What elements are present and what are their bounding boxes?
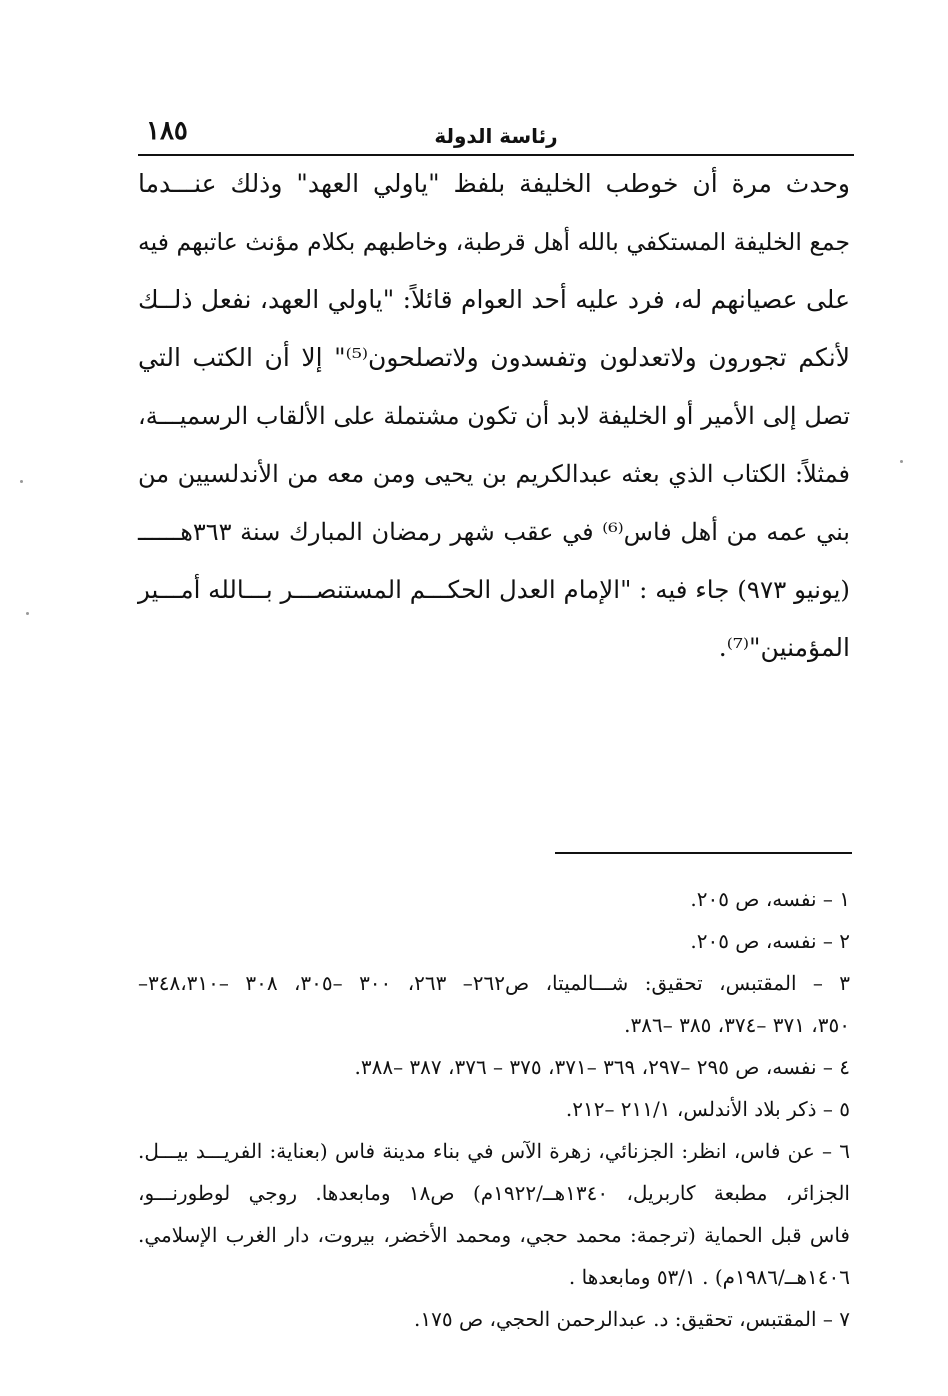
body-paragraph <box>138 155 850 677</box>
running-title: رئاسة الدولة <box>434 124 558 148</box>
footnote-6-continued: الجزائر، مطبعة كاربريل، ١٣٤٠هــ/١٩٢٢م) ص١٨ ومابعدها. روجي لوطورنـــو، <box>138 1181 850 1205</box>
body-line: تصل إلى الأمير أو الخليفة لابد أن تكون مشتملة على الألقاب الرسميـــة، <box>138 402 850 430</box>
footnote-3: ٣ – المقتبس، تحقيق: شـــالميتا، ص٢٦٢– ٢٦٣، ٣٠٠ –٣٠٥، ٣٠٨ –٣٤٨،٣١٠– <box>138 971 851 995</box>
scan-speck <box>20 480 23 483</box>
footnote-4: ٤ – نفسه، ص ٢٩٥ –٢٩٧، ٣٦٩ –٣٧١، ٣٧٥ – ٣٧٦، ٣٨٧ –٣٨٨. <box>354 1055 850 1079</box>
footnote-1: ١ – نفسه، ص ٢٠٥. <box>690 887 850 911</box>
body-line: بني عمه من أهل فاس⁽⁶⁾ في عقب شهر رمضان المبارك سنة ٣٦٣هــــــ <box>138 518 850 546</box>
body-line: على عصيانهم له، فرد عليه أحد العوام قائلاً: "ياولي العهد، نفعل ذلــك <box>138 285 850 314</box>
body-line: المؤمنين"⁽⁷⁾. <box>718 633 850 662</box>
body-line: لأنكم تجورون ولاتعدلون وتفسدون ولاتصلحون⁽⁵⁾" إلا أن الكتب التي <box>138 343 850 372</box>
scan-speck <box>26 612 29 615</box>
footnote-6-continued: فاس قبل الحماية (ترجمة: محمد حجي، ومحمد الأخضر، بيروت، دار الغرب الإسلامي. <box>138 1223 850 1247</box>
page-header <box>138 112 854 156</box>
body-line: جمع الخليفة المستكفي بالله أهل قرطبة، وخاطبهم بكلام مؤنث عاتبهم فيه <box>138 228 850 256</box>
footnote-5: ٥ – ذكر بلاد الأندلس، ٢١١/١ –٢١٢. <box>565 1097 850 1121</box>
footnote-6: ٦ – عن فاس، انظر: الجزنائي، زهرة الآس في بناء مدينة فاس (بعناية: الفريـــد بيـــل. <box>138 1139 850 1163</box>
body-line: وحدث مرة أن خوطب الخليفة بلفظ "ياولي العهد" وذلك عنـــدما <box>138 169 850 198</box>
footnote-3-continued: ٣٥٠، ٣٧١ –٣٧٤، ٣٨٥ –٣٨٦. <box>624 1013 850 1037</box>
footnote-7: ٧ – المقتبس، تحقيق: د. عبدالرحمن الحجي، ص ١٧٥. <box>414 1307 850 1331</box>
body-line: فمثلاً: الكتاب الذي بعثه عبدالكريم بن يحيى ومن معه من الأندلسيين من <box>138 460 850 488</box>
footnotes <box>138 878 850 1340</box>
scan-speck <box>900 460 903 463</box>
footnote-2: ٢ – نفسه، ص ٢٠٥. <box>690 929 850 953</box>
footnote-separator <box>555 852 852 854</box>
body-line: (يونيو ٩٧٣) جاء فيه : "الإمام العدل الحكـــم المستنصـــر بـــالله أمـــير <box>138 575 850 604</box>
page-number: ١٨٥ <box>146 116 188 146</box>
footnote-6-continued: ١٤٠٦هــ/١٩٨٦م) . ٥٣/١ ومابعدها . <box>568 1265 850 1289</box>
